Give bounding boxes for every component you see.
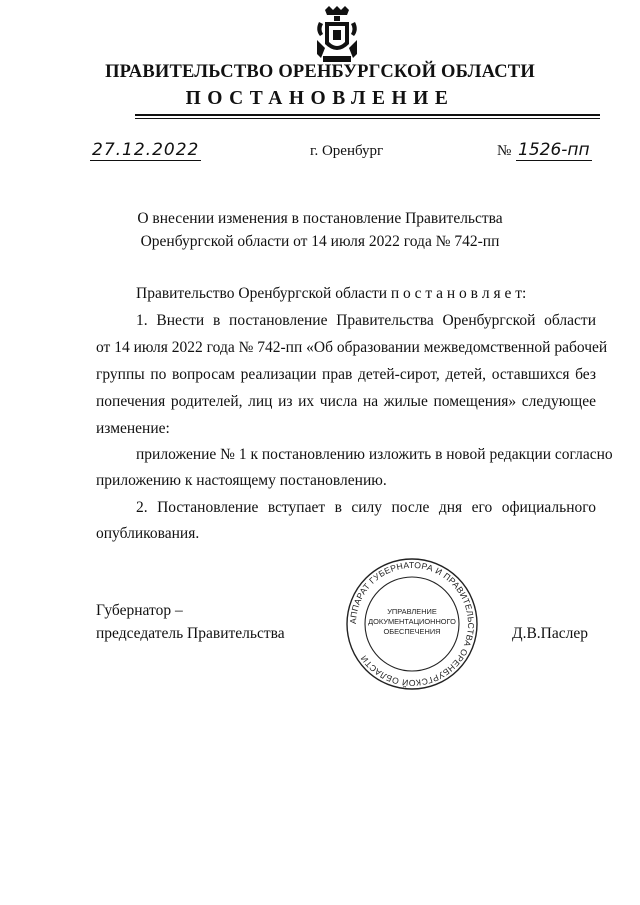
subject-line-2: Оренбургской области от 14 июля 2022 года № 742-пп xyxy=(140,233,500,250)
document-number: 1526-пп xyxy=(518,140,590,160)
stamp-inner-line-1: УПРАВЛЕНИЕ xyxy=(387,607,437,616)
item2-line-2: опубликования. xyxy=(96,525,200,542)
header-rule-bottom xyxy=(135,118,600,119)
number-sign: № xyxy=(497,143,512,159)
subject-line-1: О внесении изменения в постановление Правительства xyxy=(137,210,503,227)
stamp-inner-line-3: ОБЕСПЕЧЕНИЯ xyxy=(383,627,441,636)
intro-text: Правительство Оренбургской области п о с т а н о в л я е т: xyxy=(136,285,527,302)
document-city: г. Оренбург xyxy=(310,143,384,159)
stamp-outer-text: АППАРАТ ГУБЕРНАТОРА И ПРАВИТЕЛЬСТВА ОРЕНБУРГСКОЙ ОБЛАСТИ xyxy=(347,559,477,689)
stamp-inner-line-2: ДОКУМЕНТАЦИОННОГО xyxy=(368,617,456,626)
coat-of-arms-icon xyxy=(315,6,359,64)
document-date: 27.12.2022 xyxy=(92,140,200,160)
document-type: ПОСТАНОВЛЕНИЕ xyxy=(185,88,455,109)
item2-line-1: 2. Постановление вступает в силу после дня его официального xyxy=(136,499,596,516)
signatory-position-line-2: председатель Правительства xyxy=(96,625,285,642)
item1-line-1: 1. Внести в постановление Правительства Оренбургской области xyxy=(136,312,596,329)
item1-line-3: группы по вопросам реализации прав детей-сирот, детей, оставшихся без xyxy=(96,366,596,383)
item1-line-2: от 14 июля 2022 года № 742-пп «Об образовании межведомственной рабочей xyxy=(96,339,608,356)
header-rule-top xyxy=(135,114,600,116)
item1-line-4: попечения родителей, лиц из их числа на жилые помещения» следующее xyxy=(96,393,596,410)
item1-line-5: изменение: xyxy=(96,420,170,437)
sub1-line-2: приложению к настоящему постановлению. xyxy=(96,472,387,489)
signatory-position-line-1: Губернатор – xyxy=(96,602,183,619)
government-title: ПРАВИТЕЛЬСТВО ОРЕНБУРГСКОЙ ОБЛАСТИ xyxy=(105,62,535,82)
signatory-name: Д.В.Паслер xyxy=(512,625,588,642)
sub1-line-1: приложение № 1 к постановлению изложить в новой редакции согласно xyxy=(136,446,613,463)
official-stamp xyxy=(345,557,479,691)
